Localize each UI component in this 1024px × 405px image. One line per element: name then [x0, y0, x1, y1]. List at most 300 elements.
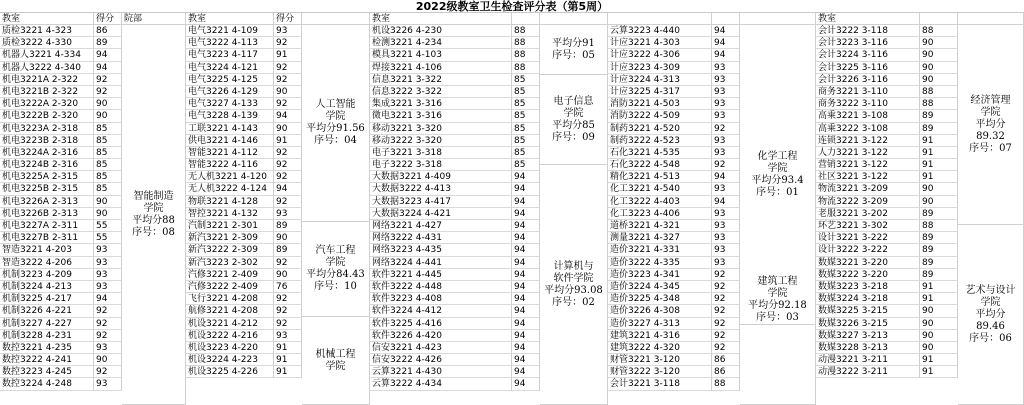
header-dept-1: 院部: [122, 13, 186, 25]
score-cell: 94: [512, 257, 540, 269]
score-cell: 92: [274, 257, 302, 269]
room-cell: 造价3225 4-348: [608, 293, 712, 305]
room-cell: 机电3227B 2-311: [0, 232, 94, 244]
score-cell: 94: [94, 49, 122, 61]
room-cell: 设计3222 3-222: [816, 244, 920, 256]
room-cell: 机制3227 4-227: [0, 318, 94, 330]
room-cell: 数媒3224 3-218: [816, 293, 920, 305]
room-cell: 智造3221 4-203: [0, 244, 94, 256]
room-cell: 网络3221 4-427: [370, 220, 512, 232]
room-cell: 汽制3221 2-301: [186, 220, 274, 232]
score-cell: 94: [712, 196, 740, 208]
room-cell: 机电3222B 2-320: [0, 110, 94, 122]
room-cell: 电气3228 4-139: [186, 110, 274, 122]
room-cell: 制药3222 4-523: [608, 135, 712, 147]
room-cell: 物联3221 4-128: [186, 196, 274, 208]
room-cell: 机电3222A 2-320: [0, 98, 94, 110]
score-cell: 86: [712, 366, 740, 378]
score-cell: 85: [94, 147, 122, 159]
room-cell: 环艺3221 3-302: [816, 220, 920, 232]
score-cell: 94: [274, 183, 302, 195]
block4-rooms: [608, 25, 712, 391]
room-cell: 机设3225 4-226: [186, 366, 274, 378]
room-cell: 动漫3221 3-211: [816, 354, 920, 366]
room-cell: 机设3226 4-230: [370, 25, 512, 37]
score-cell: 92: [274, 74, 302, 86]
room-cell: 连锁3221 3-122: [816, 135, 920, 147]
score-cell: 92: [94, 86, 122, 98]
score-cell: 89: [920, 123, 958, 135]
room-cell: 造价3226 4-308: [608, 305, 712, 317]
room-cell: 机设3222 4-216: [186, 330, 274, 342]
room-cell: 数媒3228 3-213: [816, 342, 920, 354]
room-cell: 焊接3221 4-106: [370, 62, 512, 74]
score-cell: 92: [94, 305, 122, 317]
room-cell: 计应3224 4-313: [608, 74, 712, 86]
room-cell: 机电3223B 2-318: [0, 135, 94, 147]
dept-art: 艺术与设计 学院 平均分 89.46 序号：06: [958, 225, 1024, 405]
score-cell: 90: [274, 123, 302, 135]
score-cell: 85: [512, 123, 540, 135]
room-cell: 社区3221 3-122: [816, 171, 920, 183]
room-cell: 人力3221 3-122: [816, 147, 920, 159]
score-cell: 92: [274, 305, 302, 317]
score-cell: 94: [512, 318, 540, 330]
score-cell: 85: [512, 159, 540, 171]
room-cell: 网络3223 4-435: [370, 244, 512, 256]
score-cell: 94: [712, 37, 740, 49]
score-cell: 92: [274, 98, 302, 110]
room-cell: 财管3221 3-120: [608, 354, 712, 366]
room-cell: 建筑3221 4-316: [608, 330, 712, 342]
room-cell: 供电3221 4-146: [186, 135, 274, 147]
score-cell: 91: [920, 281, 958, 293]
block3-rooms: [370, 25, 512, 391]
score-cell: 88: [512, 49, 540, 61]
score-cell: 93: [712, 74, 740, 86]
room-cell: 数控3224 4-248: [0, 378, 94, 390]
room-cell: 无人机3221 4-120: [186, 171, 274, 183]
room-cell: 新汽3222 2-309: [186, 244, 274, 256]
room-cell: 计应3223 4-309: [608, 62, 712, 74]
score-cell: 94: [512, 293, 540, 305]
score-cell: 89: [920, 269, 958, 281]
score-cell: 86: [94, 25, 122, 37]
room-cell: 数媒3223 3-218: [816, 281, 920, 293]
room-cell: 造价3224 4-345: [608, 281, 712, 293]
room-cell: 计应3221 4-303: [608, 37, 712, 49]
dept-intelligent-mfg: 智能制造 学院 平均分88 序号：08: [122, 25, 186, 405]
room-cell: 商务3222 3-110: [816, 98, 920, 110]
score-cell: 93: [712, 232, 740, 244]
room-cell: 大数据3224 4-421: [370, 208, 512, 220]
score-cell: 85: [512, 147, 540, 159]
room-cell: 机电3224A 2-316: [0, 147, 94, 159]
room-cell: 质检3221 4-323: [0, 25, 94, 37]
score-cell: 85: [94, 135, 122, 147]
room-cell: 电气3221 4-109: [186, 25, 274, 37]
room-cell: 机制3223 4-209: [0, 269, 94, 281]
score-cell: 90: [920, 62, 958, 74]
score-cell: 90: [920, 342, 958, 354]
score-cell: 90: [274, 269, 302, 281]
score-cell: 89: [920, 110, 958, 122]
room-cell: 电气3222 4-113: [186, 37, 274, 49]
score-cell: 93: [712, 110, 740, 122]
room-cell: 会计3224 3-116: [816, 49, 920, 61]
room-cell: 移动3221 3-320: [370, 123, 512, 135]
room-cell: 老服3221 3-202: [816, 208, 920, 220]
score-cell: 93: [274, 330, 302, 342]
room-cell: 机电3226B 2-313: [0, 208, 94, 220]
score-cell: 76: [274, 281, 302, 293]
room-cell: 高乘3222 3-108: [816, 123, 920, 135]
score-cell: 89: [274, 244, 302, 256]
room-cell: 机电3227A 2-311: [0, 220, 94, 232]
score-cell: 92: [712, 159, 740, 171]
score-cell: 91: [920, 366, 958, 378]
room-cell: 化工3223 4-406: [608, 208, 712, 220]
score-cell: 90: [94, 208, 122, 220]
score-cell: 93: [94, 269, 122, 281]
score-cell: 94: [512, 378, 540, 390]
room-cell: 机器人3221 4-334: [0, 49, 94, 61]
score-cell: 91: [920, 147, 958, 159]
score-cell: 92: [712, 330, 740, 342]
score-cell: 88: [512, 62, 540, 74]
score-cell: 85: [512, 74, 540, 86]
room-cell: 数控3223 4-245: [0, 366, 94, 378]
room-cell: 机制3225 4-217: [0, 293, 94, 305]
room-cell: 制药3221 4-520: [608, 123, 712, 135]
score-cell: 88: [920, 220, 958, 232]
room-cell: 质检3222 4-330: [0, 37, 94, 49]
score-cell: 91: [274, 342, 302, 354]
room-cell: 计应3222 4-306: [608, 49, 712, 61]
score-cell: 90: [274, 232, 302, 244]
room-cell: 新汽3221 2-309: [186, 232, 274, 244]
score-cell: 93: [94, 342, 122, 354]
score-cell: 91: [274, 354, 302, 366]
score-cell: 91: [920, 159, 958, 171]
score-cell: 92: [274, 159, 302, 171]
score-cell: 55: [94, 232, 122, 244]
score-cell: 90: [94, 354, 122, 366]
score-cell: 89: [274, 220, 302, 232]
score-cell: 85: [94, 159, 122, 171]
room-cell: 云算3223 4-440: [608, 25, 712, 37]
score-cell: 94: [512, 232, 540, 244]
room-cell: 新汽3223 2-302: [186, 257, 274, 269]
room-cell: 机电3225A 2-315: [0, 171, 94, 183]
room-cell: 化工3222 4-403: [608, 196, 712, 208]
room-cell: 智能3222 4-116: [186, 159, 274, 171]
room-cell: 计应3225 4-317: [608, 86, 712, 98]
score-cell: 90: [920, 196, 958, 208]
block5-scores: [920, 25, 958, 378]
room-cell: 财管3222 3-120: [608, 366, 712, 378]
room-cell: 大数据3223 4-417: [370, 196, 512, 208]
score-cell: 89: [920, 244, 958, 256]
room-cell: 造价3222 4-335: [608, 257, 712, 269]
score-cell: 91: [274, 49, 302, 61]
room-cell: 商务3221 3-110: [816, 86, 920, 98]
room-cell: 会计3223 3-116: [816, 37, 920, 49]
score-cell: 91: [920, 171, 958, 183]
room-cell: 建筑3222 4-320: [608, 342, 712, 354]
score-cell: 85: [94, 171, 122, 183]
header-dept-3: [540, 13, 608, 25]
score-cell: 92: [94, 366, 122, 378]
header-dept-4: [740, 13, 816, 25]
room-cell: 数媒3222 3-220: [816, 269, 920, 281]
room-cell: 机设3223 4-220: [186, 342, 274, 354]
score-cell: 90: [94, 98, 122, 110]
score-cell: 94: [512, 196, 540, 208]
room-cell: 微电3221 3-316: [370, 110, 512, 122]
room-cell: 信安3221 4-423: [370, 342, 512, 354]
room-cell: 软件3226 4-420: [370, 330, 512, 342]
score-cell: 85: [512, 86, 540, 98]
dept-econ: 经济管理 学院 平均分 89.32 序号：07: [958, 25, 1024, 225]
room-cell: 机制3228 4-231: [0, 330, 94, 342]
room-cell: 信息3222 3-322: [370, 86, 512, 98]
score-cell: 92: [274, 196, 302, 208]
score-cell: 91: [274, 366, 302, 378]
score-cell: 94: [512, 183, 540, 195]
room-cell: 电子3222 3-318: [370, 159, 512, 171]
score-cell: 93: [712, 62, 740, 74]
header-room-1: 教室: [0, 13, 94, 25]
score-cell: 94: [512, 244, 540, 256]
room-cell: 数媒3225 3-215: [816, 305, 920, 317]
score-cell: 85: [94, 123, 122, 135]
room-cell: 电气3227 4-133: [186, 98, 274, 110]
block2-rooms: [186, 25, 274, 378]
block1-scores: [94, 25, 122, 391]
score-cell: 94: [512, 269, 540, 281]
score-cell: 88: [920, 86, 958, 98]
score-cell: 94: [512, 171, 540, 183]
room-cell: 机器人3222 4-340: [0, 62, 94, 74]
score-cell: 92: [274, 37, 302, 49]
room-cell: 机电3224B 2-316: [0, 159, 94, 171]
dept-mech: 机械工程 学院: [302, 317, 370, 405]
score-cell: 90: [920, 330, 958, 342]
score-cell: 92: [712, 318, 740, 330]
room-cell: 机制3224 4-213: [0, 281, 94, 293]
score-cell: 92: [712, 305, 740, 317]
score-cell: 89: [920, 257, 958, 269]
header-room-5: 教室: [816, 13, 920, 25]
room-cell: 软件3221 4-445: [370, 269, 512, 281]
score-cell: 85: [94, 183, 122, 195]
header-dept-5: [958, 13, 1024, 25]
score-cell: 92: [712, 123, 740, 135]
room-cell: 软件3225 4-416: [370, 318, 512, 330]
score-cell: 93: [712, 220, 740, 232]
score-cell: 94: [512, 330, 540, 342]
score-cell: 93: [712, 244, 740, 256]
score-cell: 93: [94, 257, 122, 269]
room-cell: 数控3221 4-235: [0, 342, 94, 354]
score-cell: 86: [712, 354, 740, 366]
dept-auto: 汽车工程 学院 平均分84.43 序号：10: [302, 222, 370, 317]
score-cell: 93: [712, 147, 740, 159]
score-cell: 92: [712, 342, 740, 354]
score-cell: 88: [512, 37, 540, 49]
score-cell: 91: [920, 293, 958, 305]
score-cell: 90: [920, 318, 958, 330]
score-cell: 92: [274, 147, 302, 159]
score-cell: 88: [712, 378, 740, 390]
score-cell: 89: [920, 208, 958, 220]
room-cell: 软件3223 4-408: [370, 293, 512, 305]
room-cell: 会计3226 3-116: [816, 74, 920, 86]
score-cell: 94: [94, 293, 122, 305]
room-cell: 机制3226 4-221: [0, 305, 94, 317]
room-cell: 大数据3222 4-413: [370, 183, 512, 195]
room-cell: 智能3221 4-112: [186, 147, 274, 159]
room-cell: 智控3221 4-132: [186, 208, 274, 220]
score-cell: 94: [712, 49, 740, 61]
score-cell: 94: [512, 220, 540, 232]
score-cell: 55: [94, 220, 122, 232]
room-cell: 物流3221 3-209: [816, 183, 920, 195]
score-cell: 94: [512, 354, 540, 366]
score-cell: 94: [512, 342, 540, 354]
score-cell: 93: [94, 244, 122, 256]
score-cell: 90: [920, 305, 958, 317]
score-cell: 94: [274, 110, 302, 122]
score-cell: 94: [712, 25, 740, 37]
room-cell: 移动3222 3-320: [370, 135, 512, 147]
score-cell: 94: [512, 208, 540, 220]
room-cell: 云算3222 4-434: [370, 378, 512, 390]
room-cell: 模具3221 4-103: [370, 49, 512, 61]
score-cell: 90: [920, 37, 958, 49]
room-cell: 电气3223 4-117: [186, 49, 274, 61]
dept-chem: 化学工程 学院 平均分93.4 序号：01: [740, 25, 816, 325]
room-cell: 石化3222 4-548: [608, 159, 712, 171]
room-cell: 飞行3221 4-208: [186, 293, 274, 305]
room-cell: 智造3222 4-206: [0, 257, 94, 269]
score-cell: 90: [94, 196, 122, 208]
dept-electronic: 电子信息 学院 平均分85 序号：09: [540, 75, 608, 165]
header-room-4: [608, 13, 712, 25]
score-cell: 85: [512, 110, 540, 122]
score-cell: 94: [712, 171, 740, 183]
score-cell: 91: [274, 135, 302, 147]
score-cell: 92: [94, 330, 122, 342]
room-cell: 软件3224 4-412: [370, 305, 512, 317]
score-cell: 91: [920, 354, 958, 366]
score-cell: 90: [920, 183, 958, 195]
score-cell: 94: [512, 305, 540, 317]
header-score-1: 得分: [94, 13, 122, 25]
score-cell: 92: [274, 171, 302, 183]
score-cell: 88: [920, 98, 958, 110]
score-cell: 92: [274, 293, 302, 305]
room-cell: 道桥3221 4-321: [608, 220, 712, 232]
room-cell: 数媒3221 3-220: [816, 257, 920, 269]
room-cell: 机电3226A 2-313: [0, 196, 94, 208]
block4-scores: [712, 25, 740, 391]
dept-cs: 计算机与 软件学院 平均分93.08 序号：02: [540, 165, 608, 405]
room-cell: 营销3221 3-122: [816, 159, 920, 171]
score-cell: 89: [920, 232, 958, 244]
room-cell: 物流3222 3-209: [816, 196, 920, 208]
score-cell: 90: [274, 86, 302, 98]
score-cell: 85: [512, 135, 540, 147]
room-cell: 云算3221 4-430: [370, 366, 512, 378]
room-cell: 网络3222 4-431: [370, 232, 512, 244]
room-cell: 消防3221 4-503: [608, 98, 712, 110]
score-cell: 92: [94, 74, 122, 86]
room-cell: 高乘3221 3-108: [816, 110, 920, 122]
block1-rooms: [0, 25, 94, 391]
score-cell: 90: [920, 74, 958, 86]
score-cell: 89: [94, 37, 122, 49]
score-cell: 93: [712, 86, 740, 98]
room-cell: 造价3227 4-313: [608, 318, 712, 330]
room-cell: 无人机3222 4-124: [186, 183, 274, 195]
room-cell: 会计3225 3-116: [816, 62, 920, 74]
room-cell: 检测3221 4-234: [370, 37, 512, 49]
score-cell: 93: [712, 98, 740, 110]
room-cell: 精化3221 4-513: [608, 171, 712, 183]
header-room-3: 教室: [370, 13, 512, 25]
header-dept-2: [302, 13, 370, 25]
room-cell: 动漫3222 3-211: [816, 366, 920, 378]
score-cell: 94: [94, 62, 122, 74]
room-cell: 航修3221 4-208: [186, 305, 274, 317]
room-cell: 软件3222 4-448: [370, 281, 512, 293]
score-cell: 93: [712, 135, 740, 147]
room-cell: 机电3225B 2-315: [0, 183, 94, 195]
score-cell: 93: [94, 378, 122, 390]
room-cell: 造价3221 4-331: [608, 244, 712, 256]
room-cell: 机设3224 4-223: [186, 354, 274, 366]
header-score-2: 得分: [274, 13, 302, 25]
room-cell: 机电3223A 2-318: [0, 123, 94, 135]
header-room-2: 教室: [186, 13, 274, 25]
dept-e-avg: 平均分91 序号：05: [540, 25, 608, 75]
score-cell: 92: [274, 318, 302, 330]
score-cell: 94: [512, 366, 540, 378]
room-cell: 集成3221 3-316: [370, 98, 512, 110]
room-cell: 数媒3226 3-215: [816, 318, 920, 330]
score-cell: 93: [712, 257, 740, 269]
score-cell: 92: [94, 318, 122, 330]
room-cell: 大数据3221 4-409: [370, 171, 512, 183]
score-cell: 93: [712, 208, 740, 220]
score-cell: 88: [920, 25, 958, 37]
room-cell: 机电3221A 2-322: [0, 74, 94, 86]
room-cell: 电气3225 4-125: [186, 74, 274, 86]
room-cell: 造价3223 4-341: [608, 269, 712, 281]
dept-ai: 人工智能 学院 平均分91.56 序号：04: [302, 25, 370, 222]
score-cell: 91: [920, 135, 958, 147]
room-cell: 汽修3221 2-409: [186, 269, 274, 281]
room-cell: 电子3221 3-318: [370, 147, 512, 159]
score-cell: 90: [920, 49, 958, 61]
room-cell: 电气3226 4-129: [186, 86, 274, 98]
score-cell: 92: [712, 293, 740, 305]
room-cell: 会计3221 3-118: [608, 378, 712, 390]
room-cell: 测量3221 4-327: [608, 232, 712, 244]
score-cell: 92: [712, 281, 740, 293]
